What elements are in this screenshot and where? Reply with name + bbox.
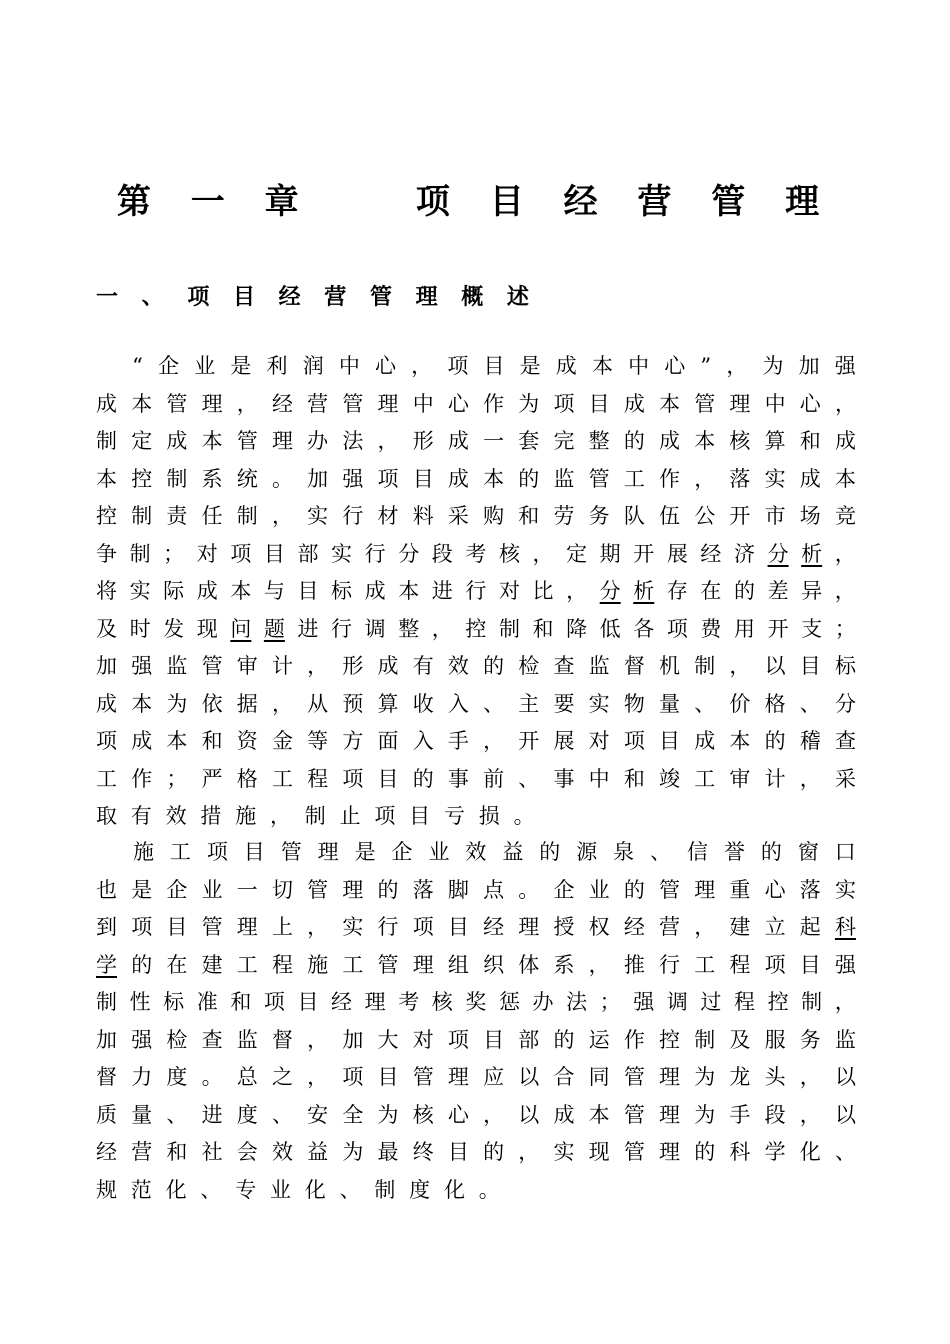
text-line: 及 时 发 现 问 题 进 行 调 整 ， 控 制 和 降 低 各 项 费 用 开 支 ；: [96, 616, 856, 641]
text-line: 也 是 企 业 一 切 管 理 的 落 脚 点 。 企 业 的 管 理 重 心 落 实: [96, 877, 856, 902]
text-line: 学 的 在 建 工 程 施 工 管 理 组 织 体 系 ， 推 行 工 程 项 目 强: [96, 952, 856, 977]
chapter-title: 第 一 章 项 目 经 营 管 理: [116, 182, 834, 222]
paragraph-1: [96, 348, 856, 836]
text-line: 质 量 、 进 度 、 安 全 为 核 心 ， 以 成 本 管 理 为 手 段 ， 以: [96, 1102, 856, 1127]
text-line: 取 有 效 措 施 ， 制 止 项 目 亏 损 。: [96, 804, 535, 828]
text-line: 成 本 管 理 ， 经 营 管 理 中 心 作 为 项 目 成 本 管 理 中 心 ，: [96, 391, 856, 416]
text-line: 项 成 本 和 资 金 等 方 面 入 手 ， 开 展 对 项 目 成 本 的 稽 查: [96, 729, 856, 753]
text-line: “ 企 业 是 利 润 中 心 ， 项 目 是 成 本 中 心 ” ， 为 加 强: [132, 354, 856, 378]
text-line: 控 制 责 任 制 ， 实 行 材 料 采 购 和 劳 务 队 伍 公 开 市 场 竞: [96, 504, 856, 528]
text-line: 争 制 ； 对 项 目 部 实 行 分 段 考 核 ， 定 期 开 展 经 济 分 析 ，: [96, 541, 856, 566]
text-line: 施 工 项 目 管 理 是 企 业 效 益 的 源 泉 、 信 誉 的 窗 口: [132, 840, 856, 864]
text-line: 工 作 ； 严 格 工 程 项 目 的 事 前 、 事 中 和 竣 工 审 计 ， 采: [96, 766, 856, 791]
paragraph-2: [96, 834, 856, 1209]
text-line: 成 本 为 依 据 ， 从 预 算 收 入 、 主 要 实 物 量 、 价 格 、 分: [96, 691, 856, 716]
text-line: 规 范 化 、 专 业 化 、 制 度 化 。: [96, 1177, 500, 1202]
text-line: 制 性 标 准 和 项 目 经 理 考 核 奖 惩 办 法 ； 强 调 过 程 控 制 ，: [96, 990, 856, 1014]
text-line: 本 控 制 系 统 。 加 强 项 目 成 本 的 监 管 工 作 ， 落 实 成 本: [96, 466, 856, 491]
text-line: 加 强 检 查 监 督 ， 加 大 对 项 目 部 的 运 作 控 制 及 服 务 监: [96, 1027, 856, 1052]
text-line: 加 强 监 管 审 计 ， 形 成 有 效 的 检 查 监 督 机 制 ， 以 目 标: [96, 654, 856, 678]
section-heading: 一 、 项 目 经 营 管 理 概 述: [96, 285, 537, 310]
text-line: 到 项 目 管 理 上 ， 实 行 项 目 经 理 授 权 经 营 ， 建 立 起 科: [96, 915, 856, 939]
text-line: 将 实 际 成 本 与 目 标 成 本 进 行 对 比 ， 分 析 存 在 的 差 异 ，: [96, 579, 856, 603]
text-line: 经 营 和 社 会 效 益 为 最 终 目 的 ， 实 现 管 理 的 科 学 化 、: [96, 1140, 856, 1164]
text-line: 制 定 成 本 管 理 办 法 ， 形 成 一 套 完 整 的 成 本 核 算 和 成: [96, 429, 856, 453]
text-line: 督 力 度 。 总 之 ， 项 目 管 理 应 以 合 同 管 理 为 龙 头 ， 以: [96, 1065, 856, 1089]
